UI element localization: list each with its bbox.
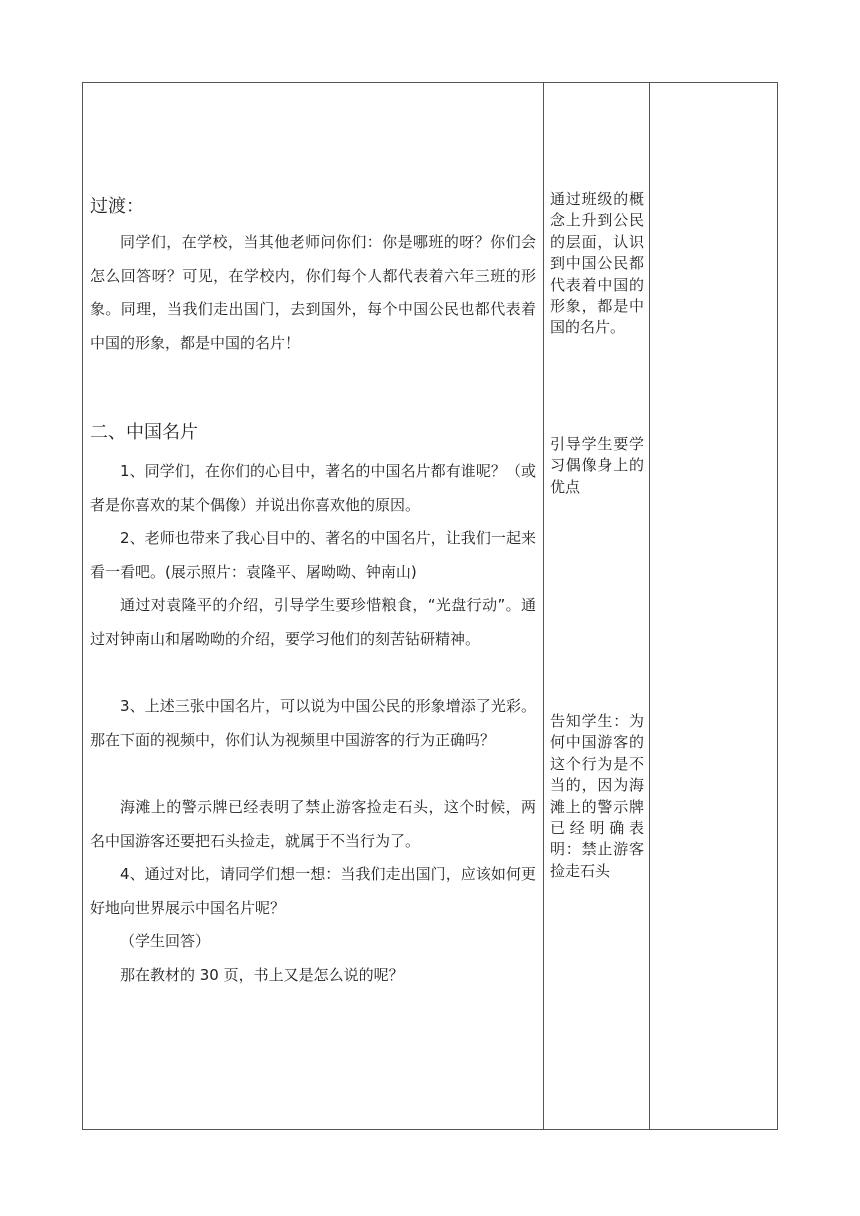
item-1-paragraph: 1、同学们，在你们的心目中，著名的中国名片都有谁呢？（或者是你喜欢的某个偶像）并说出你喜欢他的原因。 (90, 462, 536, 514)
side-note-2: 引导学生要学习偶像身上的优点 (550, 435, 644, 496)
side-note-3: 告知学生：为何中国游客的这个行为是不当的，因为海滩上的警示牌已经明确表明：禁止游客捡走石头 (550, 712, 644, 880)
item-3-paragraph: 3、上述三张中国名片，可以说为中国公民的形象增添了光彩。那在下面的视频中，你们认为视频里中国游客的行为正确吗？ (90, 697, 536, 749)
column-divider (649, 83, 650, 1129)
lesson-plan-table (82, 82, 778, 1130)
student-answer-paragraph: （学生回答） (120, 932, 211, 950)
transition-heading: 过渡： (90, 196, 144, 217)
textbook-question-paragraph: 那在教材的 30 页，书上又是怎么说的呢？ (120, 966, 404, 984)
teaching-process-column (83, 83, 543, 1129)
design-intent-column (544, 83, 649, 1129)
item-4-paragraph: 4、通过对比，请同学们想一想：当我们走出国门，应该如何更好地向世界展示中国名片呢？ (90, 865, 536, 917)
item-3-note-paragraph: 海滩上的警示牌已经表明了禁止游客捡走石头，这个时候，两名中国游客还要把石头捡走，就属于不当行为了。 (90, 798, 536, 850)
item-2-paragraph: 2、老师也带来了我心目中的、著名的中国名片，让我们一起来看一看吧。(展示照片：袁隆平、屠呦呦、钟南山) (90, 529, 536, 581)
section-heading: 二、中国名片 (90, 422, 198, 443)
item-2-note-paragraph: 通过对袁隆平的介绍，引导学生要珍惜粮食，“光盘行动”。通过对钟南山和屠呦呦的介绍，要学习他们的刻苦钻研精神。 (90, 596, 536, 648)
side-note-1: 通过班级的概念上升到公民的层面，认识到中国公民都代表着中国的形象，都是中国的名片。 (550, 190, 644, 337)
transition-paragraph: 同学们，在学校，当其他老师问你们：你是哪班的呀？你们会怎么回答呀？可见，在学校内，你们每个人都代表着六年三班的形象。同理，当我们走出国门，去到国外，每个中国公民也都代表着中国的形象，都是中国的名片！ (90, 233, 536, 352)
